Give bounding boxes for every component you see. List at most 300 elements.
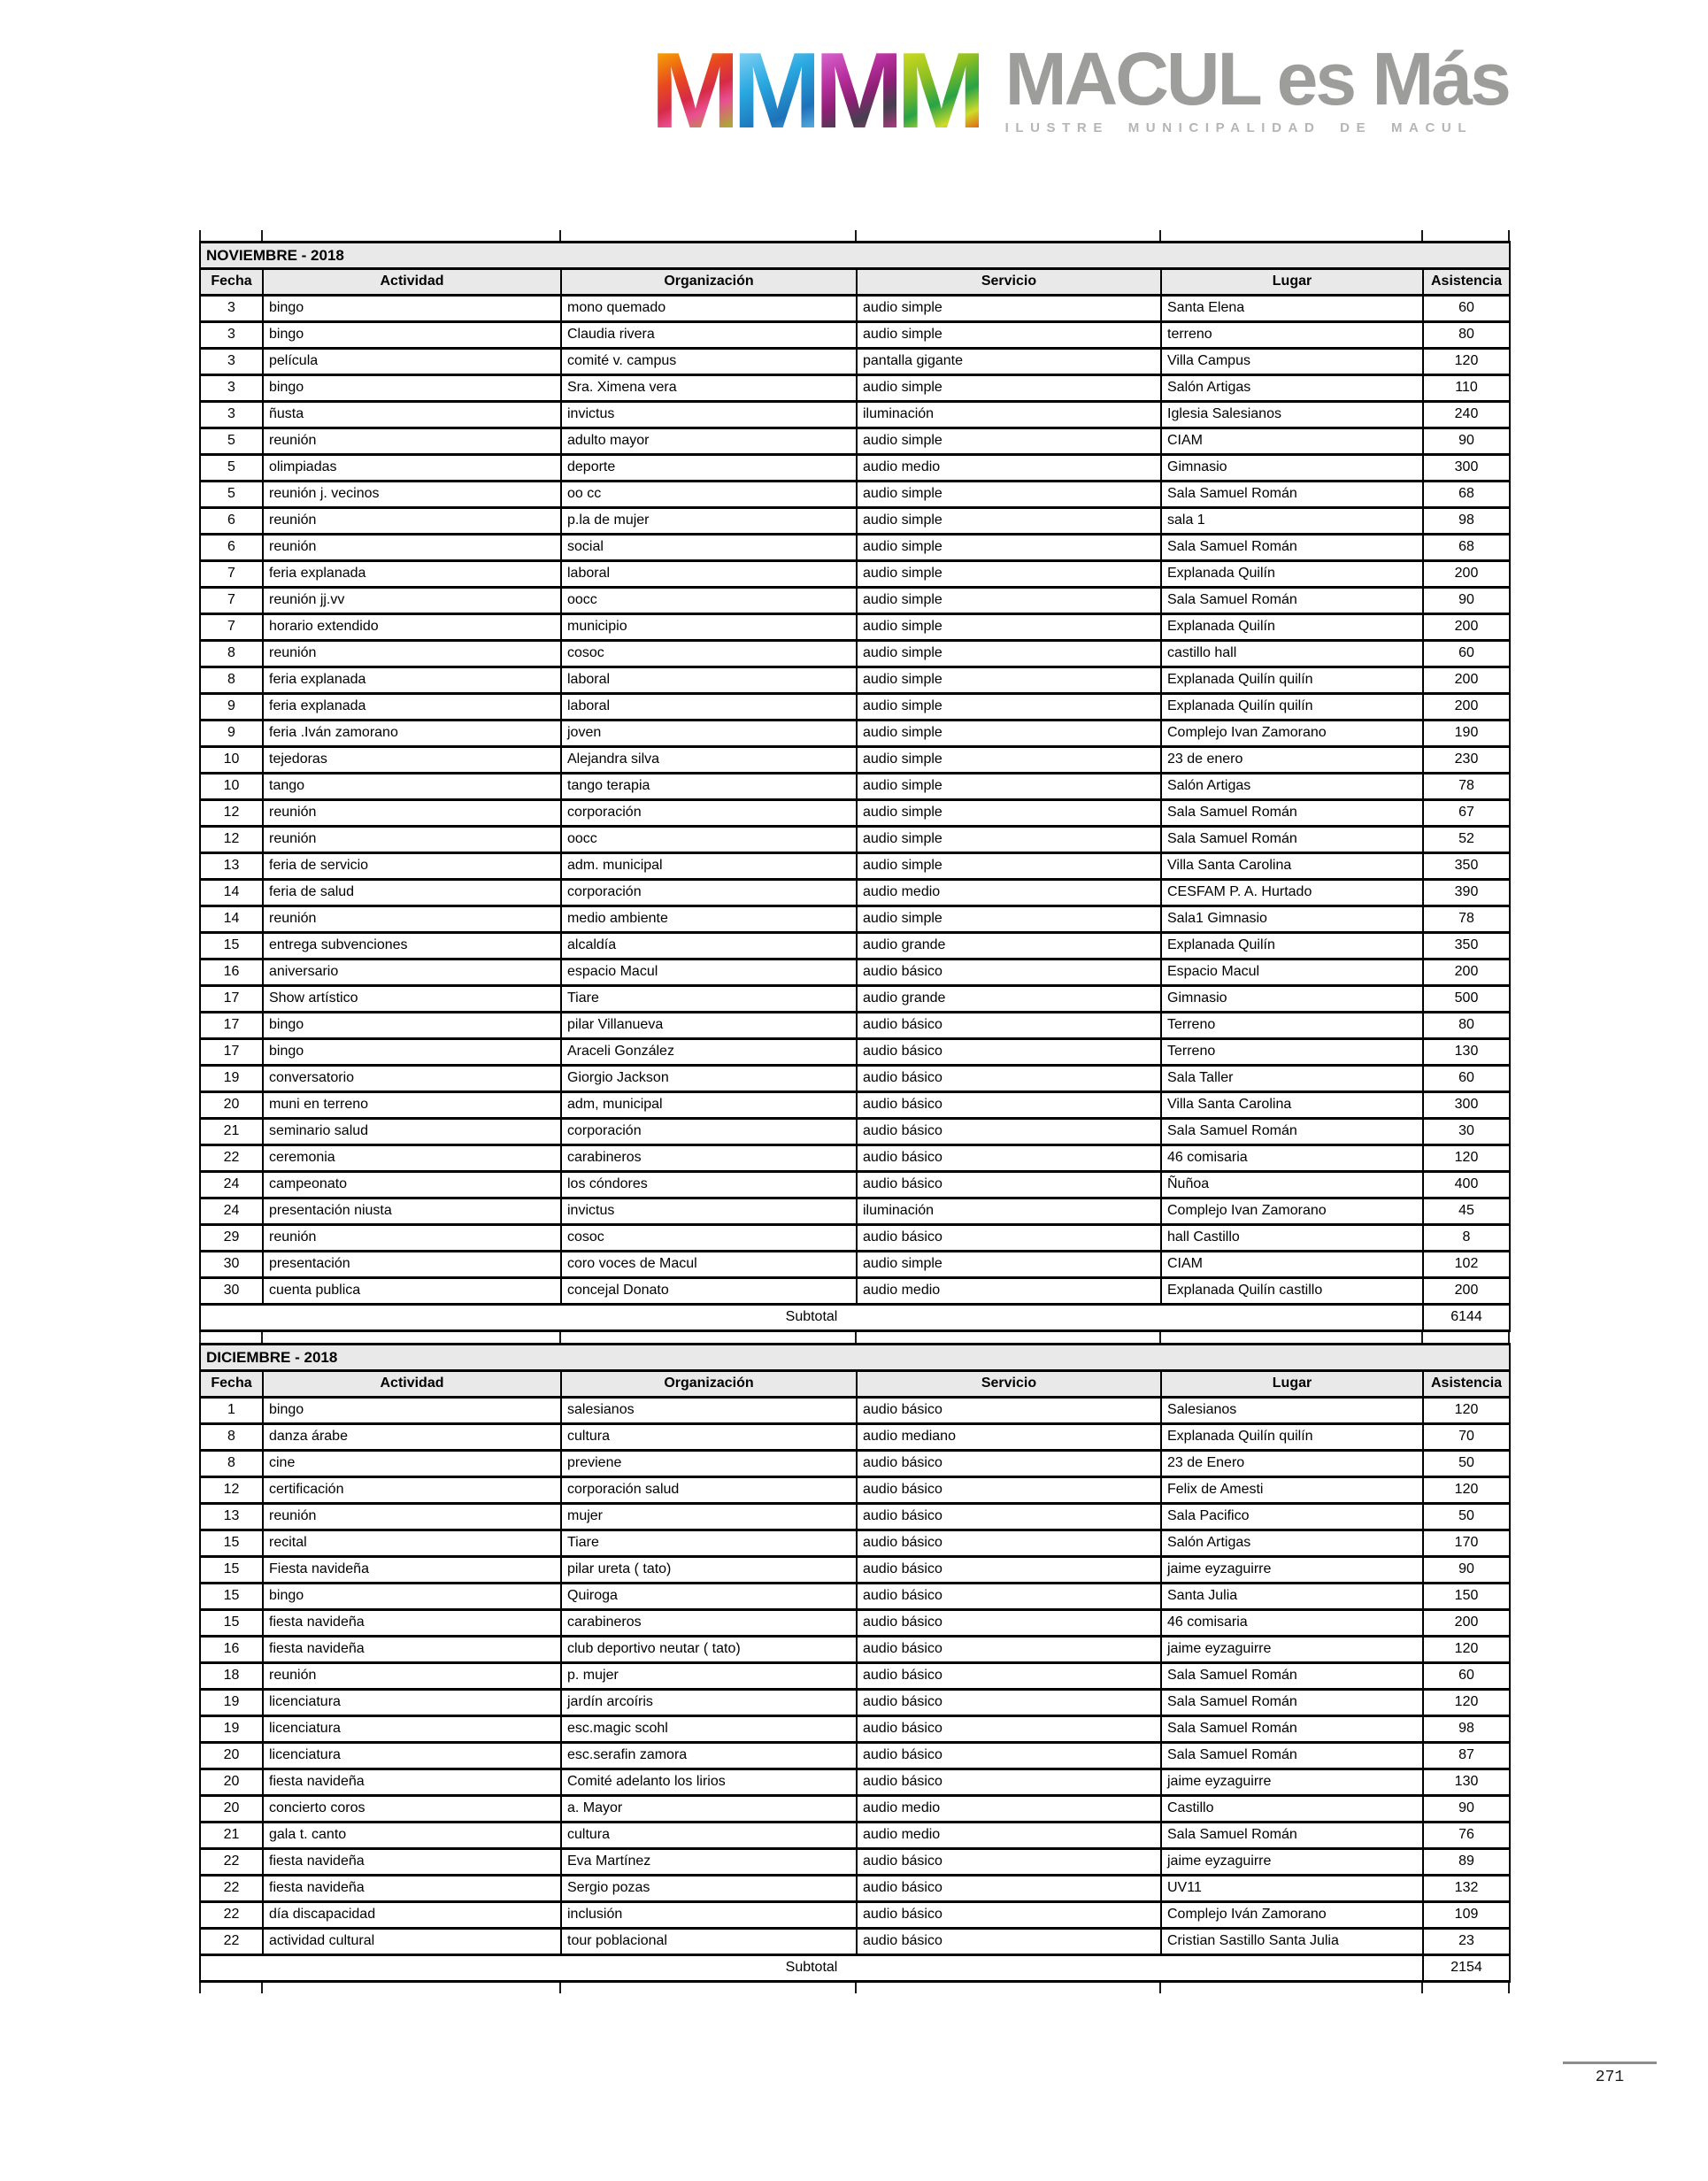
table-row <box>200 800 1510 827</box>
cell-fecha: 15 <box>200 1530 263 1557</box>
tables-root <box>199 230 1509 1993</box>
table-row <box>200 402 1510 428</box>
cell-servicio: pantalla gigante <box>857 349 1161 375</box>
cell-lugar: Complejo Ivan Zamorano <box>1161 1198 1423 1225</box>
cell-servicio: audio simple <box>857 774 1161 800</box>
cell-asistencia: 110 <box>1423 375 1510 402</box>
column-tick <box>1421 1983 1423 1993</box>
column-tick <box>855 230 857 241</box>
cell-lugar: Explanada Quilín <box>1161 933 1423 959</box>
cell-servicio: audio mediano <box>857 1424 1161 1451</box>
column-header-row <box>200 1371 1510 1398</box>
cell-actividad: bingo <box>263 1398 561 1424</box>
cell-servicio: audio simple <box>857 800 1161 827</box>
cell-lugar: Sala Samuel Román <box>1161 1663 1423 1690</box>
column-tick <box>1159 1332 1161 1343</box>
cell-lugar: Sala Samuel Román <box>1161 1743 1423 1769</box>
cell-servicio: audio básico <box>857 1092 1161 1119</box>
cell-organizacion: oocc <box>561 588 857 614</box>
column-tick <box>559 230 561 241</box>
cell-actividad: reunión j. vecinos <box>263 482 561 508</box>
cell-organizacion: mono quemado <box>561 296 857 322</box>
cell-organizacion: adm, municipal <box>561 1092 857 1119</box>
cell-lugar: Santa Julia <box>1161 1584 1423 1610</box>
cell-servicio: audio básico <box>857 1039 1161 1066</box>
cell-asistencia: 68 <box>1423 535 1510 561</box>
table-row <box>200 482 1510 508</box>
cell-actividad: Show artístico <box>263 986 561 1013</box>
cell-servicio: audio básico <box>857 1451 1161 1477</box>
table-row <box>200 1823 1510 1849</box>
cell-asistencia: 80 <box>1423 322 1510 349</box>
cell-fecha: 9 <box>200 721 263 747</box>
cell-servicio: audio básico <box>857 1145 1161 1172</box>
cell-lugar: Salón Artigas <box>1161 1530 1423 1557</box>
cell-fecha: 20 <box>200 1796 263 1823</box>
cell-organizacion: p. mujer <box>561 1663 857 1690</box>
cell-servicio: iluminación <box>857 402 1161 428</box>
logo-title: MACUL es Más <box>1004 37 1509 120</box>
cell-servicio: audio básico <box>857 1066 1161 1092</box>
column-tick <box>1508 1983 1510 1993</box>
table-row <box>200 1876 1510 1902</box>
logo-m-4: M <box>896 30 979 151</box>
cell-actividad: seminario salud <box>263 1119 561 1145</box>
cell-asistencia: 89 <box>1423 1849 1510 1876</box>
column-header-row <box>200 269 1510 296</box>
cell-asistencia: 60 <box>1423 296 1510 322</box>
cell-asistencia: 102 <box>1423 1252 1510 1278</box>
cell-servicio: iluminación <box>857 1198 1161 1225</box>
cell-servicio: audio básico <box>857 1530 1161 1557</box>
table-row <box>200 747 1510 774</box>
cell-actividad: fiesta navideña <box>263 1610 561 1637</box>
cell-asistencia: 78 <box>1423 906 1510 933</box>
cell-fecha: 14 <box>200 880 263 906</box>
cell-organizacion: carabineros <box>561 1145 857 1172</box>
cell-asistencia: 300 <box>1423 455 1510 482</box>
cell-actividad: campeonato <box>263 1172 561 1198</box>
cell-lugar: Iglesia Salesianos <box>1161 402 1423 428</box>
cell-fecha: 29 <box>200 1225 263 1252</box>
cell-organizacion: previene <box>561 1451 857 1477</box>
cell-servicio: audio simple <box>857 561 1161 588</box>
table-row <box>200 694 1510 721</box>
cell-fecha: 10 <box>200 747 263 774</box>
table-gap-ticks <box>199 1983 1509 1993</box>
cell-asistencia: 130 <box>1423 1769 1510 1796</box>
cell-actividad: cuenta publica <box>263 1278 561 1305</box>
table-row <box>200 1902 1510 1929</box>
cell-servicio: audio básico <box>857 1225 1161 1252</box>
cell-lugar: Sala1 Gimnasio <box>1161 906 1423 933</box>
table-row <box>200 1929 1510 1955</box>
cell-organizacion: corporación <box>561 800 857 827</box>
events-table-noviembre <box>199 241 1511 1332</box>
table-row <box>200 1584 1510 1610</box>
cell-asistencia: 90 <box>1423 428 1510 455</box>
cell-fecha: 1 <box>200 1398 263 1424</box>
cell-lugar: Cristian Sastillo Santa Julia <box>1161 1929 1423 1955</box>
table-row <box>200 1252 1510 1278</box>
column-tick <box>1508 230 1510 241</box>
column-tick <box>855 1983 857 1993</box>
column-header-fecha: Fecha <box>200 1371 263 1398</box>
cell-fecha: 3 <box>200 322 263 349</box>
column-tick <box>261 230 263 241</box>
cell-actividad: feria explanada <box>263 561 561 588</box>
cell-organizacion: alcaldía <box>561 933 857 959</box>
cell-lugar: Salón Artigas <box>1161 375 1423 402</box>
cell-actividad: reunión <box>263 508 561 535</box>
cell-actividad: bingo <box>263 375 561 402</box>
cell-organizacion: Eva Martínez <box>561 1849 857 1876</box>
cell-servicio: audio simple <box>857 375 1161 402</box>
cell-actividad: tango <box>263 774 561 800</box>
cell-asistencia: 80 <box>1423 1013 1510 1039</box>
cell-fecha: 6 <box>200 535 263 561</box>
column-tick <box>1159 230 1161 241</box>
cell-asistencia: 90 <box>1423 588 1510 614</box>
month-header-row <box>200 1345 1510 1371</box>
cell-fecha: 3 <box>200 402 263 428</box>
cell-fecha: 20 <box>200 1092 263 1119</box>
table-row <box>200 774 1510 800</box>
table-row <box>200 1278 1510 1305</box>
cell-lugar: Villa Santa Carolina <box>1161 1092 1423 1119</box>
cell-asistencia: 130 <box>1423 1039 1510 1066</box>
cell-organizacion: salesianos <box>561 1398 857 1424</box>
cell-organizacion: pilar ureta ( tato) <box>561 1557 857 1584</box>
column-header-organizacion: Organización <box>561 1371 857 1398</box>
cell-servicio: audio simple <box>857 721 1161 747</box>
cell-fecha: 8 <box>200 1451 263 1477</box>
table-row <box>200 1013 1510 1039</box>
cell-lugar: jaime eyzaguirre <box>1161 1769 1423 1796</box>
cell-actividad: actividad cultural <box>263 1929 561 1955</box>
cell-fecha: 18 <box>200 1663 263 1690</box>
cell-organizacion: Sergio pozas <box>561 1876 857 1902</box>
cell-fecha: 22 <box>200 1849 263 1876</box>
cell-servicio: audio simple <box>857 508 1161 535</box>
cell-fecha: 13 <box>200 853 263 880</box>
cell-lugar: Ñuñoa <box>1161 1172 1423 1198</box>
table-row <box>200 1557 1510 1584</box>
cell-actividad: ñusta <box>263 402 561 428</box>
cell-asistencia: 50 <box>1423 1451 1510 1477</box>
column-tick <box>1159 1983 1161 1993</box>
cell-actividad: bingo <box>263 322 561 349</box>
cell-actividad: feria de salud <box>263 880 561 906</box>
table-row <box>200 641 1510 667</box>
cell-lugar: Sala Samuel Román <box>1161 535 1423 561</box>
cell-fecha: 20 <box>200 1743 263 1769</box>
cell-actividad: conversatorio <box>263 1066 561 1092</box>
cell-actividad: feria de servicio <box>263 853 561 880</box>
cell-lugar: Gimnasio <box>1161 455 1423 482</box>
table-row <box>200 561 1510 588</box>
cell-lugar: Felix de Amesti <box>1161 1477 1423 1504</box>
cell-servicio: audio básico <box>857 1637 1161 1663</box>
cell-fecha: 30 <box>200 1252 263 1278</box>
cell-asistencia: 200 <box>1423 1610 1510 1637</box>
cell-fecha: 24 <box>200 1198 263 1225</box>
cell-asistencia: 120 <box>1423 1690 1510 1716</box>
cell-fecha: 5 <box>200 482 263 508</box>
cell-actividad: feria .Iván zamorano <box>263 721 561 747</box>
cell-fecha: 19 <box>200 1716 263 1743</box>
table-row <box>200 853 1510 880</box>
cell-lugar: Sala Samuel Román <box>1161 1119 1423 1145</box>
cell-fecha: 22 <box>200 1929 263 1955</box>
cell-fecha: 17 <box>200 1013 263 1039</box>
cell-organizacion: cosoc <box>561 1225 857 1252</box>
cell-asistencia: 30 <box>1423 1119 1510 1145</box>
cell-lugar: Gimnasio <box>1161 986 1423 1013</box>
cell-actividad: Fiesta navideña <box>263 1557 561 1584</box>
cell-organizacion: social <box>561 535 857 561</box>
column-tick <box>199 1983 201 1993</box>
table-row <box>200 827 1510 853</box>
column-tick <box>855 1332 857 1343</box>
cell-lugar: Explanada Quilín quilín <box>1161 694 1423 721</box>
cell-actividad: entrega subvenciones <box>263 933 561 959</box>
cell-lugar: Terreno <box>1161 1013 1423 1039</box>
cell-actividad: licenciatura <box>263 1743 561 1769</box>
subtotal-label: Subtotal <box>200 1955 1423 1982</box>
cell-asistencia: 98 <box>1423 1716 1510 1743</box>
table-row <box>200 1145 1510 1172</box>
cell-actividad: concierto coros <box>263 1796 561 1823</box>
cell-organizacion: cultura <box>561 1823 857 1849</box>
cell-organizacion: tour poblacional <box>561 1929 857 1955</box>
table-row <box>200 933 1510 959</box>
cell-organizacion: deporte <box>561 455 857 482</box>
cell-fecha: 12 <box>200 1477 263 1504</box>
cell-servicio: audio básico <box>857 1477 1161 1504</box>
table-row <box>200 375 1510 402</box>
cell-servicio: audio básico <box>857 1172 1161 1198</box>
cell-organizacion: coro voces de Macul <box>561 1252 857 1278</box>
cell-fecha: 6 <box>200 508 263 535</box>
table-gap-ticks <box>199 1332 1509 1343</box>
table-row <box>200 1198 1510 1225</box>
cell-asistencia: 200 <box>1423 667 1510 694</box>
cell-fecha: 19 <box>200 1066 263 1092</box>
cell-lugar: Explanada Quilín castillo <box>1161 1278 1423 1305</box>
cell-fecha: 7 <box>200 614 263 641</box>
cell-actividad: licenciatura <box>263 1690 561 1716</box>
cell-asistencia: 68 <box>1423 482 1510 508</box>
table-row <box>200 1424 1510 1451</box>
subtotal-label: Subtotal <box>200 1305 1423 1331</box>
cell-asistencia: 200 <box>1423 614 1510 641</box>
cell-actividad: fiesta navideña <box>263 1637 561 1663</box>
cell-asistencia: 200 <box>1423 561 1510 588</box>
month-header: NOVIEMBRE - 2018 <box>200 243 1510 269</box>
cell-asistencia: 8 <box>1423 1225 1510 1252</box>
table-row <box>200 588 1510 614</box>
cell-organizacion: Tiare <box>561 986 857 1013</box>
cell-servicio: audio básico <box>857 1716 1161 1743</box>
cell-fecha: 8 <box>200 667 263 694</box>
cell-organizacion: mujer <box>561 1504 857 1530</box>
cell-organizacion: invictus <box>561 1198 857 1225</box>
table-row <box>200 721 1510 747</box>
cell-asistencia: 50 <box>1423 1504 1510 1530</box>
cell-asistencia: 120 <box>1423 1145 1510 1172</box>
cell-servicio: audio grande <box>857 933 1161 959</box>
cell-asistencia: 60 <box>1423 1066 1510 1092</box>
cell-actividad: reunión <box>263 906 561 933</box>
cell-organizacion: laboral <box>561 667 857 694</box>
cell-organizacion: joven <box>561 721 857 747</box>
cell-asistencia: 132 <box>1423 1876 1510 1902</box>
cell-servicio: audio básico <box>857 1557 1161 1584</box>
cell-fecha: 30 <box>200 1278 263 1305</box>
cell-fecha: 21 <box>200 1119 263 1145</box>
cell-servicio: audio básico <box>857 1119 1161 1145</box>
column-header-servicio: Servicio <box>857 269 1161 296</box>
cell-organizacion: cultura <box>561 1424 857 1451</box>
cell-lugar: Sala Samuel Román <box>1161 1690 1423 1716</box>
table-row <box>200 1172 1510 1198</box>
cell-servicio: audio básico <box>857 1690 1161 1716</box>
cell-lugar: castillo hall <box>1161 641 1423 667</box>
cell-fecha: 22 <box>200 1876 263 1902</box>
cell-actividad: fiesta navideña <box>263 1876 561 1902</box>
cell-fecha: 22 <box>200 1145 263 1172</box>
cell-asistencia: 120 <box>1423 1637 1510 1663</box>
cell-organizacion: laboral <box>561 694 857 721</box>
cell-servicio: audio simple <box>857 747 1161 774</box>
cell-servicio: audio simple <box>857 827 1161 853</box>
cell-fecha: 3 <box>200 296 263 322</box>
cell-asistencia: 78 <box>1423 774 1510 800</box>
table-row <box>200 959 1510 986</box>
cell-organizacion: Quiroga <box>561 1584 857 1610</box>
cell-organizacion: Giorgio Jackson <box>561 1066 857 1092</box>
cell-asistencia: 90 <box>1423 1557 1510 1584</box>
table-row <box>200 535 1510 561</box>
cell-asistencia: 190 <box>1423 721 1510 747</box>
cell-fecha: 15 <box>200 933 263 959</box>
cell-servicio: audio medio <box>857 455 1161 482</box>
cell-actividad: reunión <box>263 1504 561 1530</box>
cell-organizacion: laboral <box>561 561 857 588</box>
cell-lugar: Villa Campus <box>1161 349 1423 375</box>
subtotal-value: 2154 <box>1423 1955 1510 1982</box>
cell-organizacion: Araceli González <box>561 1039 857 1066</box>
cell-lugar: CIAM <box>1161 428 1423 455</box>
cell-servicio: audio básico <box>857 1610 1161 1637</box>
cell-fecha: 3 <box>200 349 263 375</box>
cell-lugar: Explanada Quilín quilín <box>1161 1424 1423 1451</box>
cell-servicio: audio básico <box>857 959 1161 986</box>
cell-servicio: audio simple <box>857 482 1161 508</box>
cell-organizacion: club deportivo neutar ( tato) <box>561 1637 857 1663</box>
cell-servicio: audio medio <box>857 880 1161 906</box>
cell-lugar: Sala Samuel Román <box>1161 1716 1423 1743</box>
table-row <box>200 1451 1510 1477</box>
cell-asistencia: 67 <box>1423 800 1510 827</box>
cell-actividad: tejedoras <box>263 747 561 774</box>
column-header-lugar: Lugar <box>1161 269 1423 296</box>
logo <box>650 30 1509 151</box>
column-tick <box>261 1332 263 1343</box>
cell-fecha: 9 <box>200 694 263 721</box>
cell-organizacion: concejal Donato <box>561 1278 857 1305</box>
cell-lugar: Salesianos <box>1161 1398 1423 1424</box>
cell-servicio: audio simple <box>857 322 1161 349</box>
cell-asistencia: 45 <box>1423 1198 1510 1225</box>
cell-fecha: 21 <box>200 1823 263 1849</box>
logo-m-2: M <box>732 30 815 151</box>
cell-servicio: audio simple <box>857 667 1161 694</box>
cell-actividad: danza árabe <box>263 1424 561 1451</box>
column-header-asistencia: Asistencia <box>1423 269 1510 296</box>
cell-actividad: reunión <box>263 1225 561 1252</box>
table-row <box>200 1092 1510 1119</box>
column-header-servicio: Servicio <box>857 1371 1161 1398</box>
cell-asistencia: 76 <box>1423 1823 1510 1849</box>
cell-actividad: bingo <box>263 296 561 322</box>
cell-organizacion: p.la de mujer <box>561 508 857 535</box>
cell-organizacion: adm. municipal <box>561 853 857 880</box>
cell-servicio: audio básico <box>857 1849 1161 1876</box>
column-header-asistencia: Asistencia <box>1423 1371 1510 1398</box>
table-row <box>200 1690 1510 1716</box>
cell-lugar: Salón Artigas <box>1161 774 1423 800</box>
events-table-diciembre <box>199 1343 1511 1983</box>
cell-organizacion: comité v. campus <box>561 349 857 375</box>
cell-fecha: 17 <box>200 1039 263 1066</box>
table-row <box>200 1610 1510 1637</box>
cell-servicio: audio simple <box>857 296 1161 322</box>
cell-asistencia: 170 <box>1423 1530 1510 1557</box>
cell-asistencia: 109 <box>1423 1902 1510 1929</box>
cell-fecha: 3 <box>200 375 263 402</box>
cell-actividad: bingo <box>263 1013 561 1039</box>
table-row <box>200 1849 1510 1876</box>
cell-lugar: Explanada Quilín quilín <box>1161 667 1423 694</box>
cell-asistencia: 120 <box>1423 1477 1510 1504</box>
cell-lugar: Santa Elena <box>1161 296 1423 322</box>
cell-servicio: audio simple <box>857 535 1161 561</box>
cell-actividad: reunión <box>263 535 561 561</box>
column-tick <box>1421 230 1423 241</box>
cell-organizacion: espacio Macul <box>561 959 857 986</box>
cell-lugar: Sala Samuel Román <box>1161 588 1423 614</box>
cell-organizacion: invictus <box>561 402 857 428</box>
cell-organizacion: corporación salud <box>561 1477 857 1504</box>
cell-organizacion: tango terapia <box>561 774 857 800</box>
cell-actividad: horario extendido <box>263 614 561 641</box>
cell-organizacion: Sra. Ximena vera <box>561 375 857 402</box>
cell-servicio: audio grande <box>857 986 1161 1013</box>
table-row <box>200 614 1510 641</box>
column-tick <box>199 230 201 241</box>
cell-organizacion: Tiare <box>561 1530 857 1557</box>
cell-asistencia: 230 <box>1423 747 1510 774</box>
cell-lugar: Explanada Quilín <box>1161 614 1423 641</box>
table-row <box>200 1769 1510 1796</box>
table-row <box>200 1796 1510 1823</box>
cell-servicio: audio básico <box>857 1584 1161 1610</box>
cell-organizacion: adulto mayor <box>561 428 857 455</box>
table-row <box>200 880 1510 906</box>
cell-asistencia: 120 <box>1423 1398 1510 1424</box>
